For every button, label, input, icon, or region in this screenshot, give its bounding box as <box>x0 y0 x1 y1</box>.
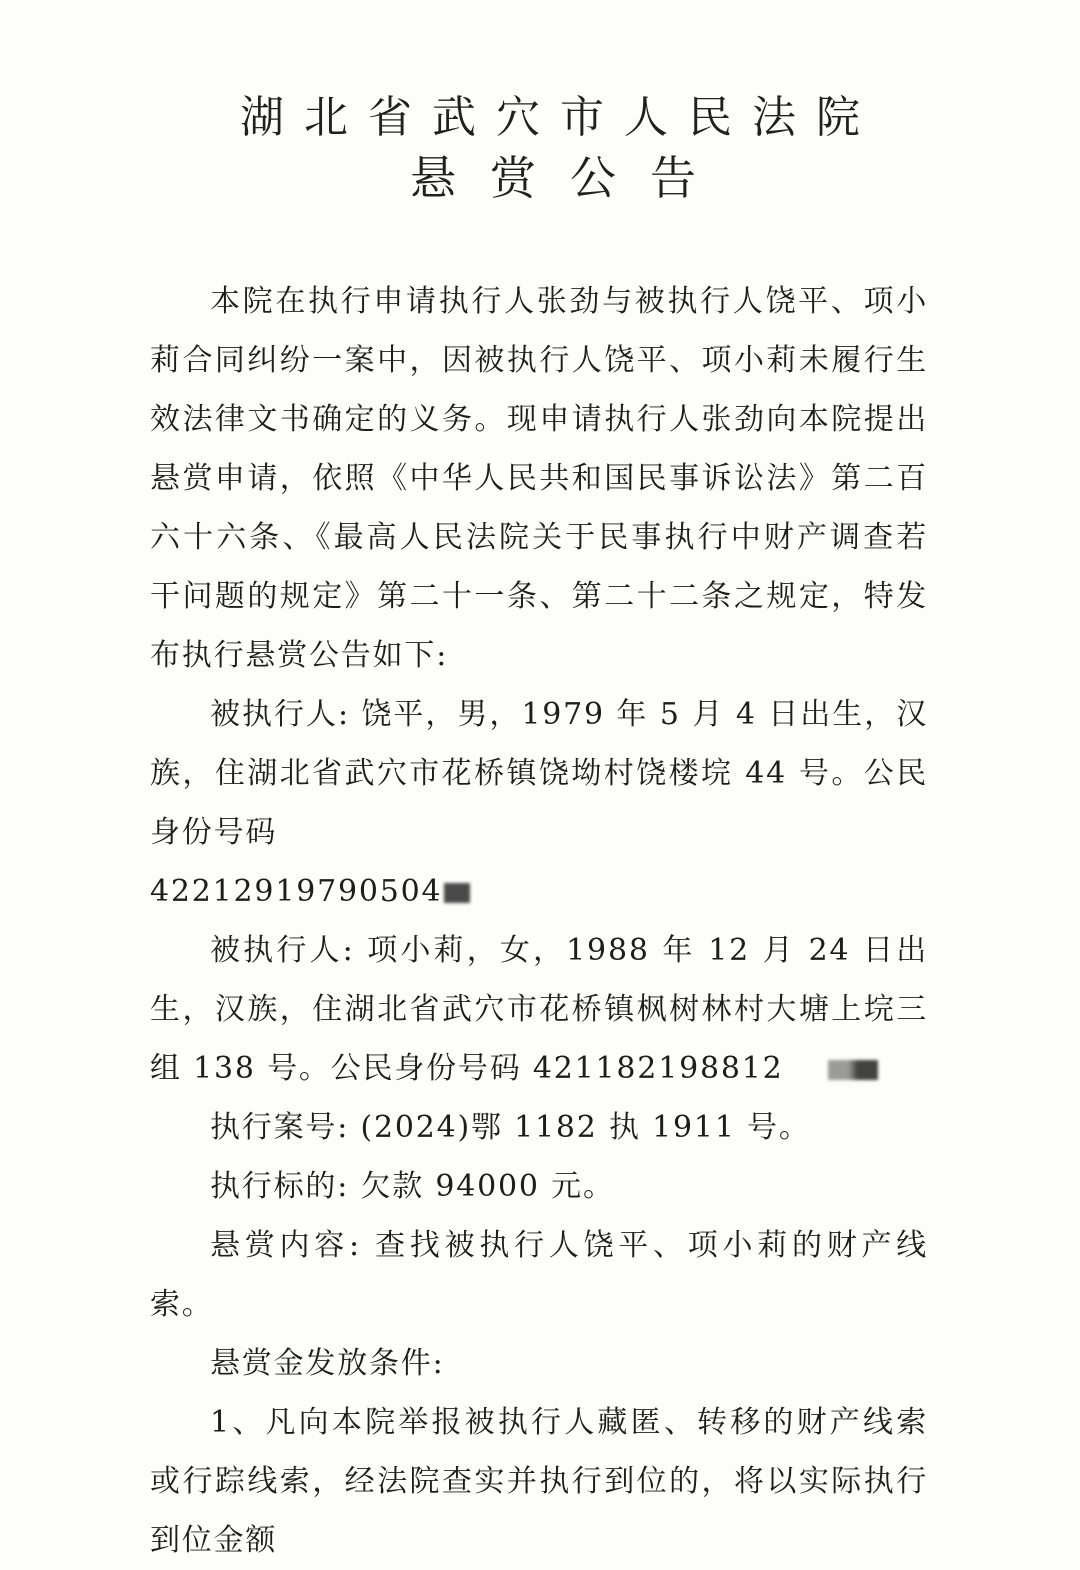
redaction-mark <box>444 883 470 903</box>
person1-paragraph <box>150 685 928 862</box>
person2-paragraph <box>150 921 928 1098</box>
subject-line: 执行标的: 欠款 94000 元。 <box>210 1169 615 1204</box>
person1-id-number: 42212919790504 <box>150 874 443 909</box>
person1-text: 被执行人: 饶平，男，1979 年 5 月 4 日出生，汉族，住湖北省武穴市花桥镇饶坳村饶楼垸 44 号。公民身份号码 <box>150 697 928 850</box>
reward-content-line: 悬赏内容: 查找被执行人饶平、项小莉的财产线索。 <box>150 1228 928 1322</box>
notice-title: 悬赏公告 <box>410 151 730 205</box>
court-name-heading: 湖北省武穴市人民法院 <box>240 92 880 143</box>
condition-1-paragraph: 1、凡向本院举报被执行人藏匿、转移的财产线索或行踪线索，经法院查实并执行到位的，将以实际执行到位金额 <box>150 1405 928 1558</box>
intro-paragraph: 本院在执行申请执行人张劲与被执行人饶平、项小莉合同纠纷一案中，因被执行人饶平、项小莉未履行生效法律文书确定的义务。现申请执行人张劲向本院提出悬赏申请，依照《中华人民共和国民事诉讼法》第二百六十六条、《最高人民法院关于民事执行中财产调查若干问题的规定》第二十一条、第二十二条之规定，特发布执行悬赏公告如下: <box>150 284 928 673</box>
person1-id-line <box>150 862 928 921</box>
redaction-mark <box>828 1060 878 1080</box>
case-number-line: 执行案号: (2024)鄂 1182 执 1911 号。 <box>210 1110 811 1145</box>
person2-text: 被执行人: 项小莉，女，1988 年 12 月 24 日出生，汉族，住湖北省武穴市花桥镇枫树林村大塘上垸三组 138 号。公民身份号码 421182198812 <box>150 933 928 1086</box>
notice-body <box>150 272 928 1570</box>
reward-conditions-heading: 悬赏金发放条件: <box>210 1346 445 1381</box>
